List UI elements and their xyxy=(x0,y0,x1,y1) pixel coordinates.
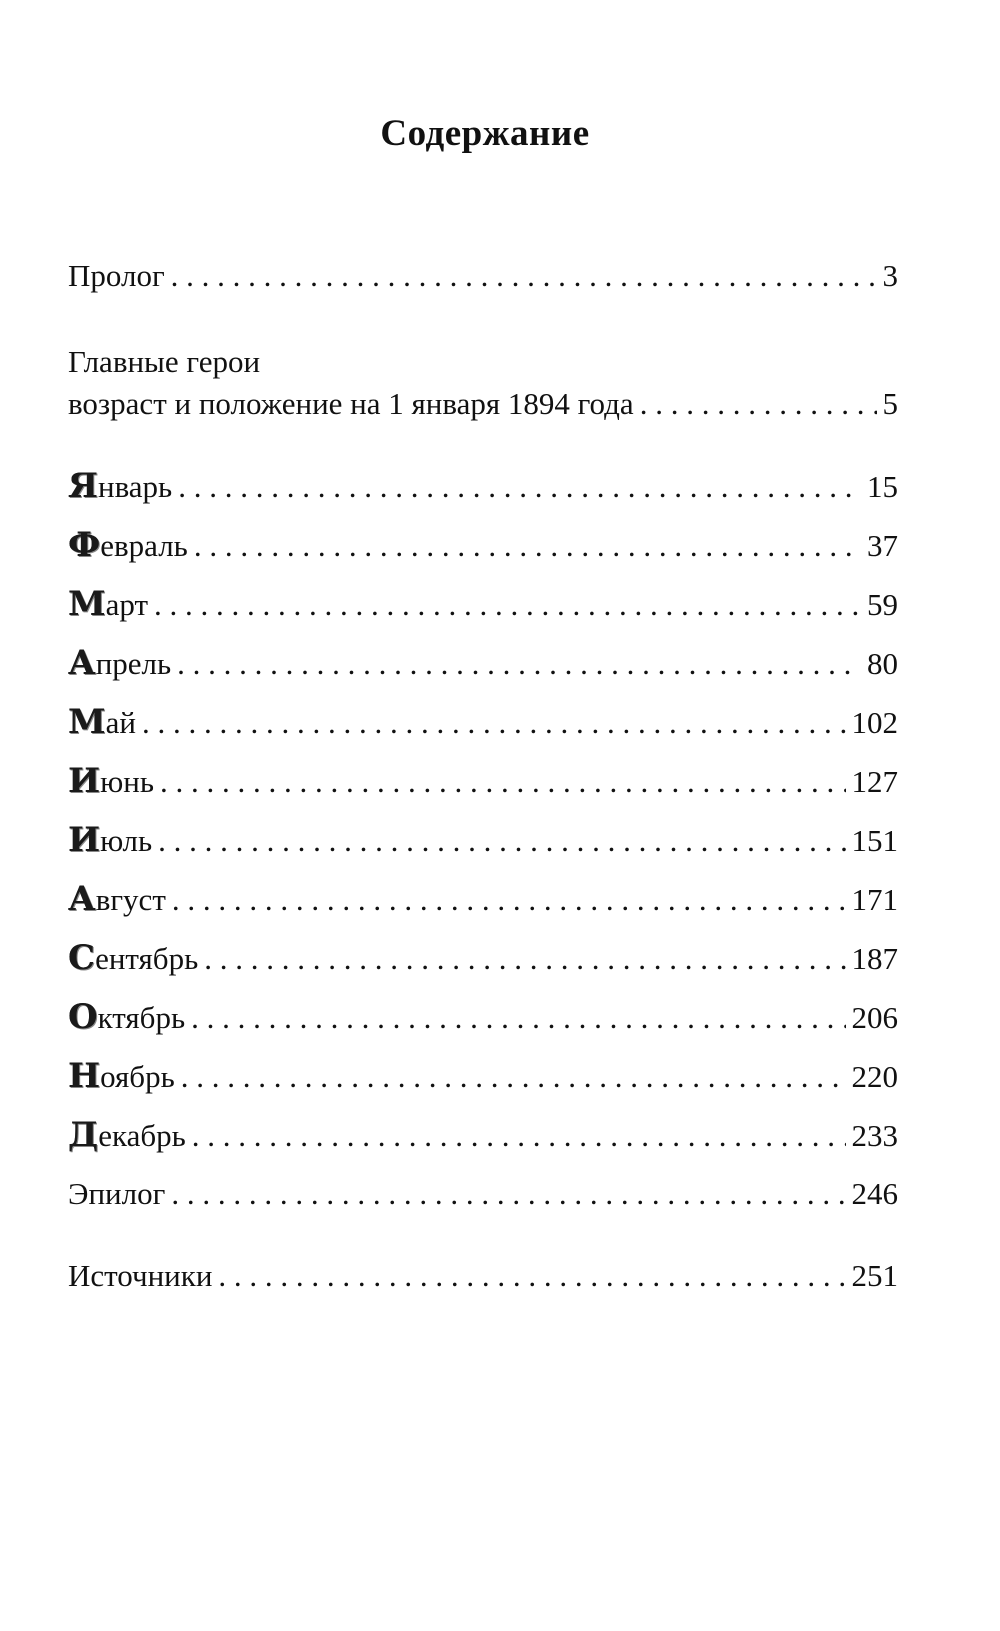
toc-label xyxy=(68,643,171,684)
toc-page-number: 233 xyxy=(851,1118,898,1153)
toc-entry-sources[interactable] xyxy=(68,1256,898,1296)
toc-page-number: 220 xyxy=(851,1059,898,1094)
page-title: Содержание xyxy=(380,113,590,154)
toc-entry-month[interactable] xyxy=(68,702,898,743)
toc-label: возраст и положение на 1 января 1894 года xyxy=(68,386,634,421)
leader-dots xyxy=(177,644,861,684)
leader-dots xyxy=(178,467,861,507)
leader-dots xyxy=(194,526,861,566)
drop-cap: М xyxy=(68,702,106,742)
toc-entry-month[interactable] xyxy=(68,997,898,1038)
toc-label-rest: оябрь xyxy=(100,1059,175,1094)
leader-dots xyxy=(171,256,877,296)
toc-label: Эпилог xyxy=(68,1176,166,1211)
leader-dots xyxy=(158,821,845,861)
toc-label-rest: екабрь xyxy=(98,1118,186,1153)
toc-label-rest: евраль xyxy=(100,528,188,563)
toc-label-rest: юнь xyxy=(100,764,155,799)
leader-dots xyxy=(142,703,846,743)
toc-label-rest: ктябрь xyxy=(97,1000,186,1035)
leader-dots xyxy=(204,939,845,979)
leader-dots xyxy=(172,880,846,920)
toc-heroes-line1: Главные герои xyxy=(68,344,261,379)
drop-cap: Я xyxy=(68,466,98,506)
toc-label-rest: прель xyxy=(95,646,172,681)
toc-entry-month[interactable] xyxy=(68,1115,898,1156)
toc-label-rest: юль xyxy=(100,823,153,858)
toc-entry-month[interactable] xyxy=(68,761,898,802)
toc-page-number: 127 xyxy=(851,764,898,799)
toc-entry-epilogue[interactable] xyxy=(68,1174,898,1214)
toc-entry-month[interactable] xyxy=(68,525,898,566)
toc-label xyxy=(68,1056,175,1097)
toc-page-number: 206 xyxy=(851,1000,898,1035)
toc-label-rest: ентябрь xyxy=(95,941,199,976)
drop-cap: А xyxy=(68,643,96,683)
leader-dots xyxy=(181,1057,846,1097)
leader-dots xyxy=(192,1116,846,1156)
leader-dots xyxy=(218,1256,845,1296)
toc-entry-month[interactable] xyxy=(68,466,898,507)
toc-page-number: 15 xyxy=(867,469,898,504)
drop-cap: Д xyxy=(68,1115,99,1155)
toc-label: Источники xyxy=(68,1258,213,1293)
toc-page-number: 151 xyxy=(851,823,898,858)
drop-cap: И xyxy=(68,761,101,801)
toc-label xyxy=(68,702,136,743)
toc-entry-month[interactable] xyxy=(68,584,898,625)
toc-entry-month[interactable] xyxy=(68,879,898,920)
drop-cap: Ф xyxy=(68,525,101,565)
drop-cap: А xyxy=(68,879,96,919)
toc-entry-month[interactable] xyxy=(68,643,898,684)
drop-cap: О xyxy=(68,997,98,1037)
toc-page-number: 171 xyxy=(851,882,898,917)
toc-label: Пролог xyxy=(68,258,165,293)
toc-label xyxy=(68,820,152,861)
toc-label xyxy=(68,997,185,1038)
toc-page-number: 59 xyxy=(867,587,898,622)
toc-page-number: 37 xyxy=(867,528,898,563)
toc-page-number: 3 xyxy=(882,258,898,293)
toc-label xyxy=(68,879,166,920)
toc-label xyxy=(68,938,198,979)
toc-label xyxy=(68,525,188,566)
toc-label-rest: вгуст xyxy=(95,882,166,917)
leader-dots xyxy=(160,762,845,802)
toc-entry-month[interactable] xyxy=(68,938,898,979)
toc-entry-month[interactable] xyxy=(68,1056,898,1097)
leader-dots xyxy=(640,384,877,424)
drop-cap: И xyxy=(68,820,101,860)
toc-label xyxy=(68,584,148,625)
toc-page-number: 102 xyxy=(851,705,898,740)
toc-page-number: 251 xyxy=(851,1258,898,1293)
drop-cap: Н xyxy=(68,1056,101,1096)
drop-cap: С xyxy=(68,938,96,978)
toc-entry-month[interactable] xyxy=(68,820,898,861)
toc-label xyxy=(68,466,172,507)
toc-entry-prologue[interactable] xyxy=(68,256,898,296)
toc-label-rest: ай xyxy=(105,705,136,740)
toc-label-rest: нварь xyxy=(97,469,173,504)
toc-label xyxy=(68,1115,186,1156)
leader-dots xyxy=(191,998,845,1038)
drop-cap: М xyxy=(68,584,106,624)
toc-page-number: 5 xyxy=(882,386,898,421)
leader-dots xyxy=(154,585,861,625)
toc-page-number: 80 xyxy=(867,646,898,681)
toc-label xyxy=(68,761,154,802)
toc-label-rest: арт xyxy=(105,587,149,622)
toc-entry-heroes[interactable] xyxy=(68,384,898,424)
leader-dots xyxy=(171,1174,845,1214)
toc-page-number: 187 xyxy=(851,941,898,976)
toc-page-number: 246 xyxy=(851,1176,898,1211)
